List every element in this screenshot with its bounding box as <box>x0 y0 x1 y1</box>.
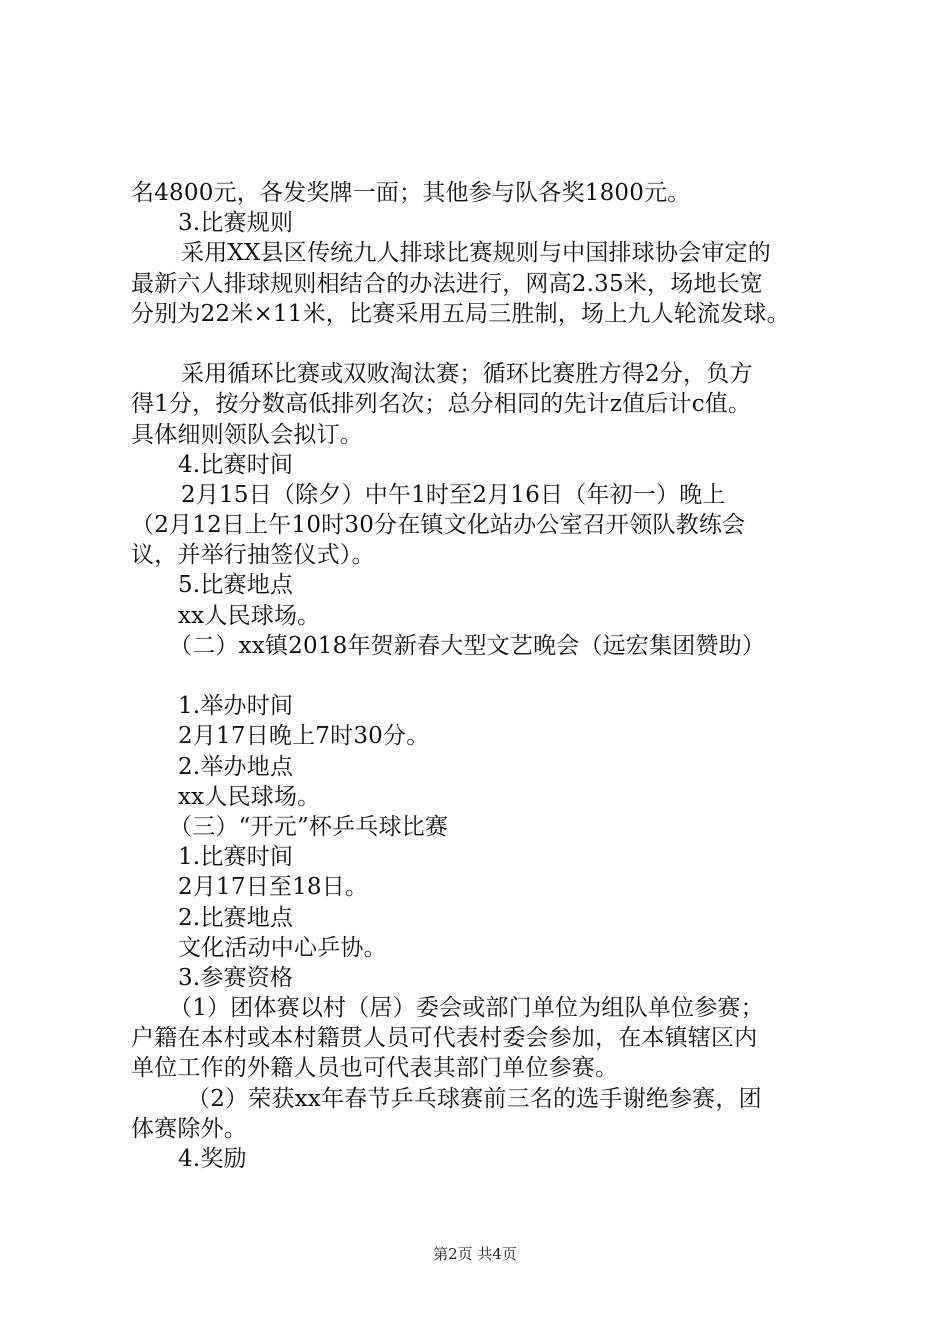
section-heading: 3.比赛规则 <box>178 210 294 237</box>
text-line: 2月17日至18日。 <box>178 874 369 901</box>
text-line: xx人民球场。 <box>178 783 321 810</box>
section-heading: 4.比赛时间 <box>178 451 294 478</box>
text-line: （2月12日上午10时30分在镇文化站办公室召开领队教练会 <box>131 512 746 539</box>
text-line: 体赛除外。 <box>131 1115 247 1142</box>
subsection-heading: （二）xx镇2018年贺新春大型文艺晚会（远宏集团赞助） <box>169 632 766 659</box>
text-line: 采用XX县区传统九人排球比赛规则与中国排球协会审定的 <box>181 240 771 267</box>
blank-line <box>131 661 843 691</box>
text-line: 议，并举行抽签仪式）。 <box>131 542 375 569</box>
section-heading: 5.比赛地点 <box>178 572 294 599</box>
text-line: 名4800元，各发奖牌一面；其他参与队各奖1800元。 <box>131 180 691 206</box>
text-line: xx人民球场。 <box>178 602 321 629</box>
text-line: 2月17日晚上7时30分。 <box>178 723 430 750</box>
section-heading: 2.举办地点 <box>178 753 294 780</box>
subsection-heading: （三）“开元”杯乒乓球比赛 <box>169 813 449 840</box>
text-line: 具体细则领队会拟订。 <box>131 421 363 448</box>
text-line: （2）荣获xx年春节乒乓球赛前三名的选手谢绝参赛，团 <box>187 1085 762 1112</box>
text-line: 文化活动中心乒协。 <box>178 934 387 961</box>
text-line: 单位工作的外籍人员也可代表其部门单位参赛。 <box>131 1055 619 1082</box>
text-line: 户籍在本村或本村籍贯人员可代表村委会参加，在本镇辖区内 <box>131 1025 758 1052</box>
text-line: 分别为22米×11米，比赛采用五局三胜制，场上九人轮流发球。 <box>131 300 790 327</box>
text-line: 得1分，按分数高低排列名次；总分相同的先计z值后计c值。 <box>131 391 752 418</box>
section-heading: 1.举办时间 <box>178 693 294 720</box>
section-heading: 3.参赛资格 <box>178 964 294 991</box>
text-line: （1）团体赛以村（居）委会或部门单位为组队单位参赛； <box>169 995 764 1022</box>
document-body <box>131 178 843 1174</box>
section-heading: 1.比赛时间 <box>178 844 294 871</box>
text-line: 最新六人排球规则相结合的办法进行，网高2.35米，场地长宽 <box>131 270 764 297</box>
blank-line <box>131 329 843 359</box>
text-line: 2月15日（除夕）中午1时至2月16日（年初一）晚上 <box>181 481 726 508</box>
section-heading: 4.奖励 <box>178 1146 247 1172</box>
page-number-footer: 第2页 共4页 <box>433 1245 517 1263</box>
section-heading: 2.比赛地点 <box>178 904 294 931</box>
text-line: 采用循环比赛或双败淘汰赛；循环比赛胜方得2分，负方 <box>181 361 753 388</box>
